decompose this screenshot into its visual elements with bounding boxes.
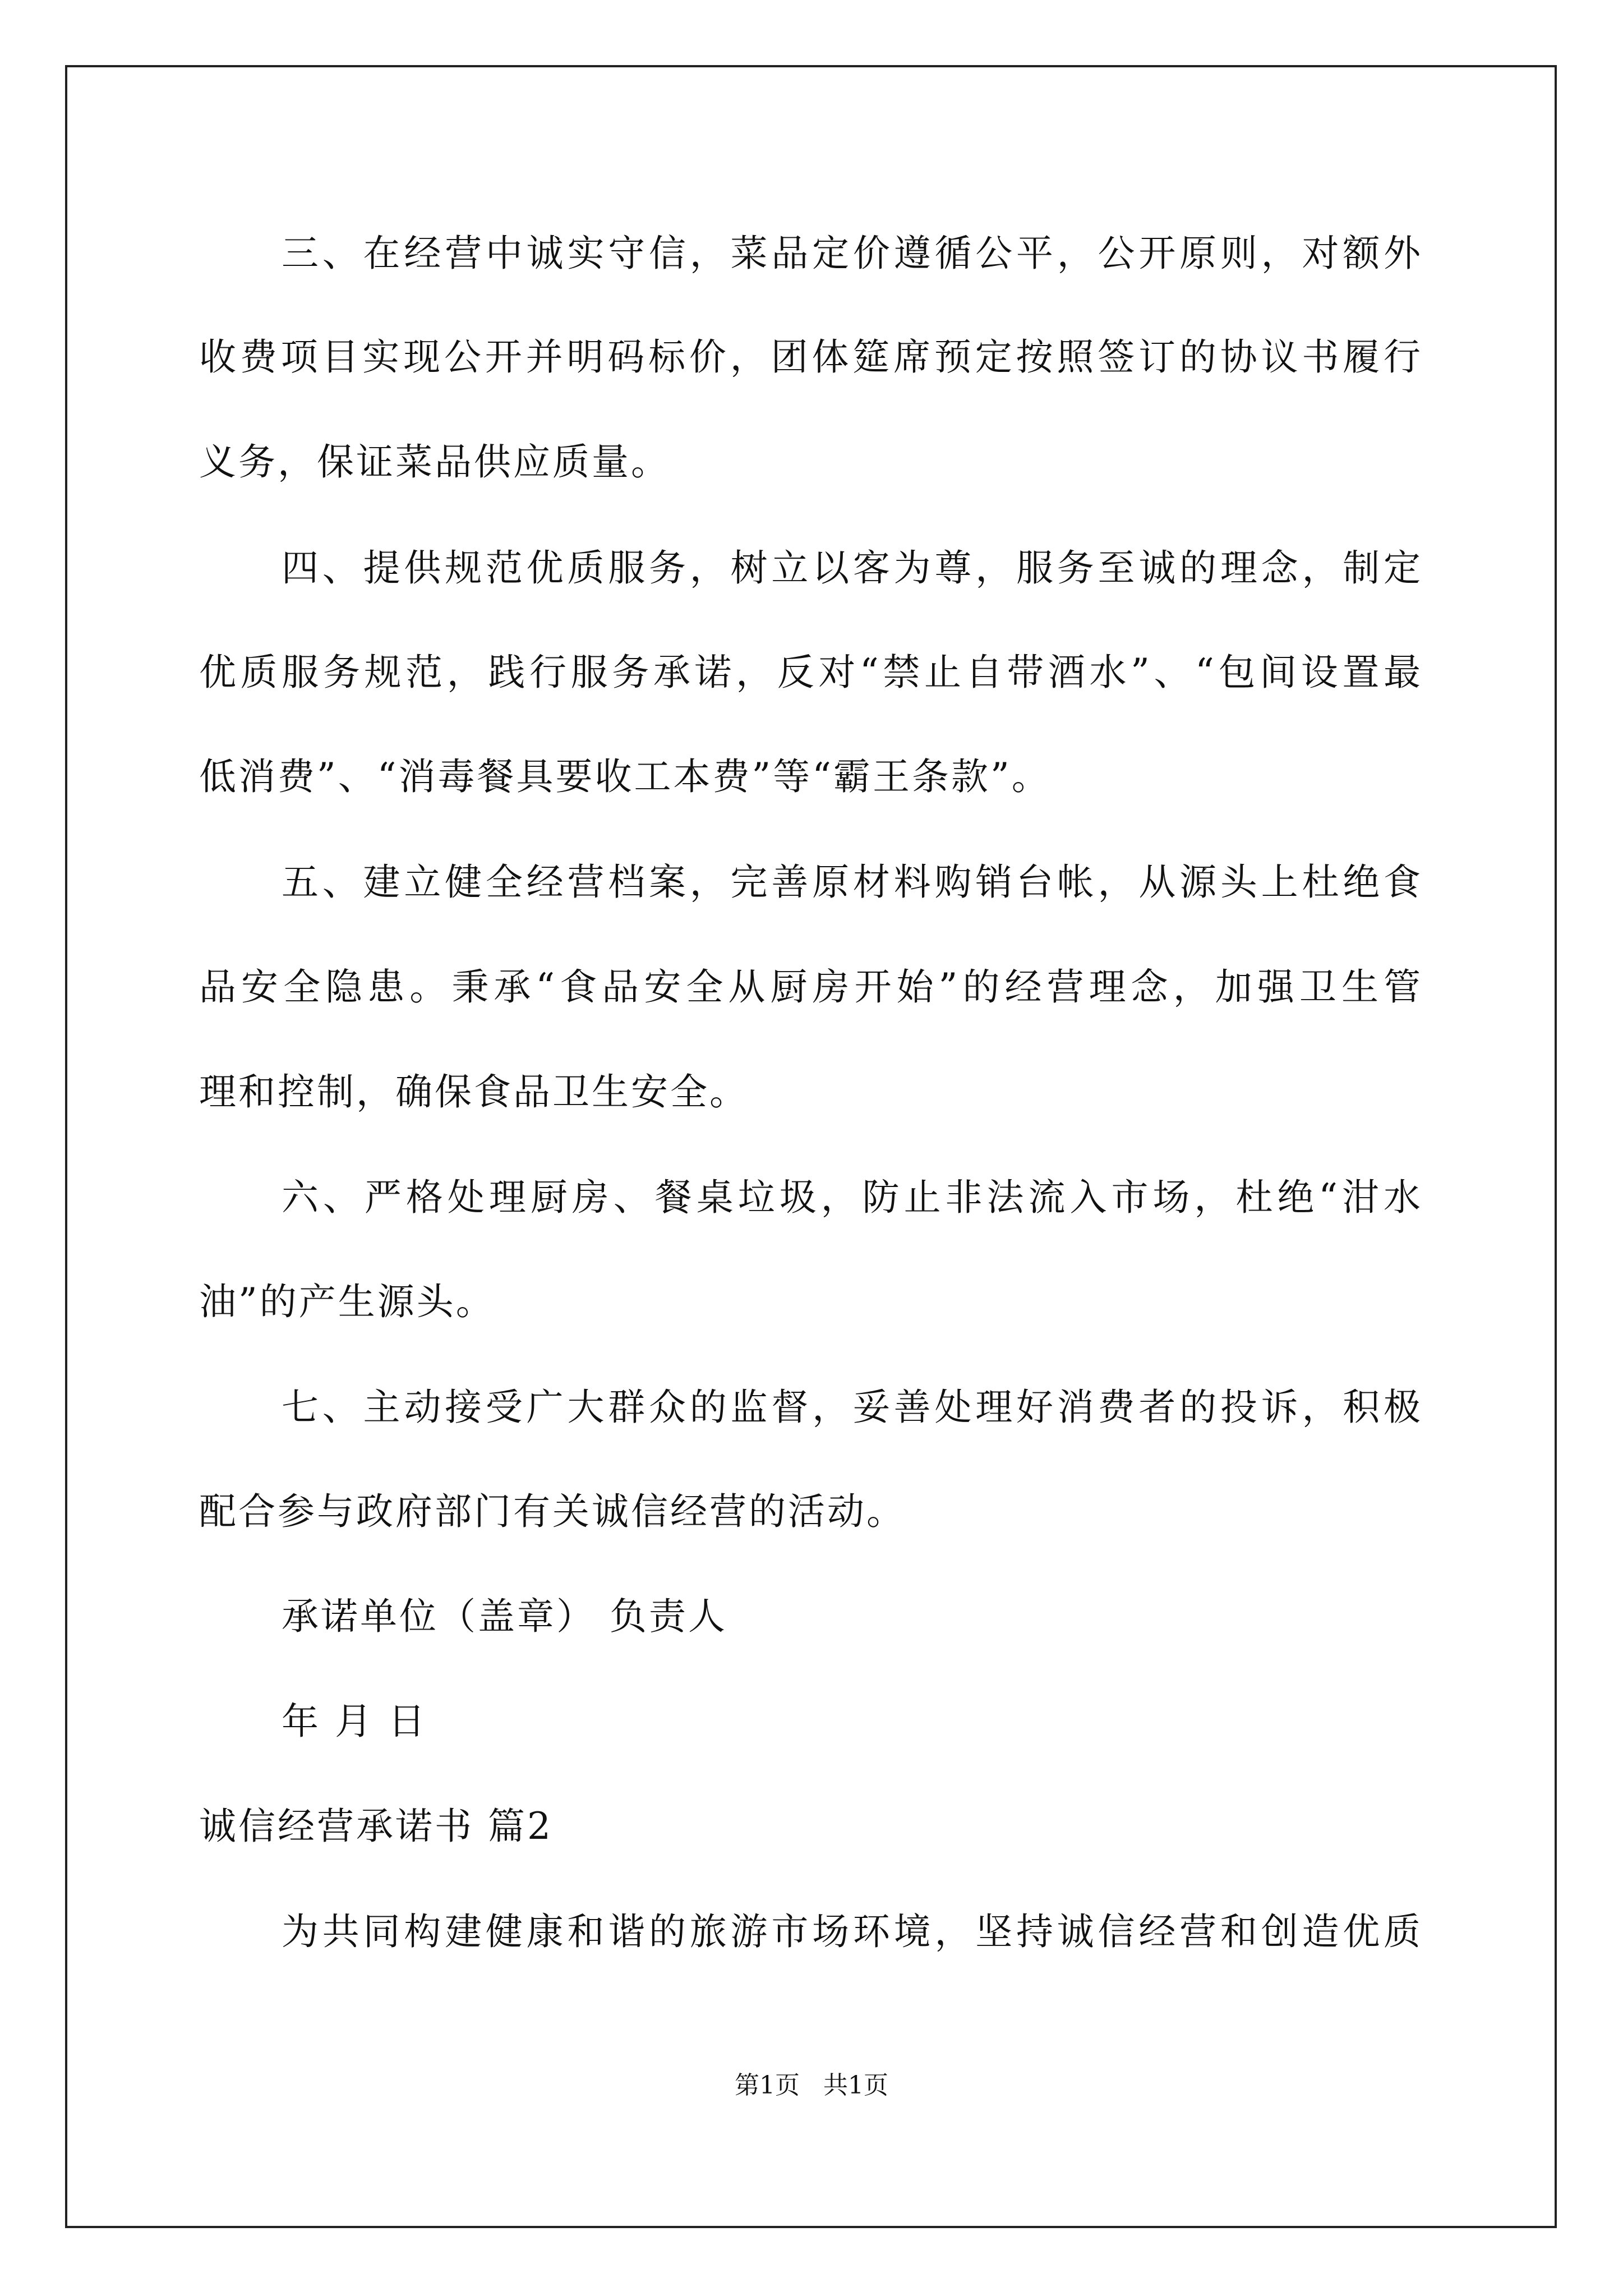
section-heading: 诚信经营承诺书 篇2 <box>199 1805 553 1848</box>
paragraph-4-line-2: 优质服务规范，践行服务承诺，反对“禁止自带酒水”、“包间设置最 <box>199 651 1421 694</box>
paragraph-6-line-1: 六、严格处理厨房、餐桌垃圾，防止非法流入市场，杜绝“泔水 <box>282 1176 1421 1219</box>
paragraph-6-line-2: 油”的产生源头。 <box>199 1280 495 1323</box>
page-footer <box>0 2069 1623 2102</box>
paragraph-7-line-1: 七、主动接受广大群众的监督，妥善处理好消费者的投诉，积极 <box>282 1386 1421 1429</box>
paragraph-5-line-3: 理和控制，确保食品卫生安全。 <box>199 1070 749 1114</box>
paragraph-3-line-2: 收费项目实现公开并明码标价，团体筵席预定按照签订的协议书履行 <box>199 335 1421 379</box>
page-border <box>65 65 1557 2228</box>
signature-unit-line: 承诺单位（盖章） 负责人 <box>282 1595 727 1638</box>
paragraph-3-line-1: 三、在经营中诚实守信，菜品定价遵循公平，公开原则，对额外 <box>282 232 1421 275</box>
date-line: 年 月 日 <box>282 1700 427 1743</box>
paragraph-4-line-3: 低消费”、“消毒餐具要收工本费”等“霸王条款”。 <box>199 755 1051 798</box>
total-pages: 共1页 <box>823 2071 888 2100</box>
paragraph-7-line-2: 配合参与政府部门有关诚信经营的活动。 <box>199 1490 906 1533</box>
paragraph-3-line-3: 义务，保证菜品供应质量。 <box>199 440 670 484</box>
paragraph-4-line-1: 四、提供规范优质服务，树立以客为尊，服务至诚的理念，制定 <box>282 546 1421 590</box>
page-number: 第1页 <box>735 2071 800 2100</box>
paragraph-5-line-2: 品安全隐患。秉承“食品安全从厨房开始”的经营理念，加强卫生管 <box>199 965 1421 1009</box>
paragraph-5-line-1: 五、建立健全经营档案，完善原材料购销台帐，从源头上杜绝食 <box>282 861 1421 904</box>
paragraph-section2-line-1: 为共同构建健康和谐的旅游市场环境，坚持诚信经营和创造优质 <box>282 1910 1421 1953</box>
